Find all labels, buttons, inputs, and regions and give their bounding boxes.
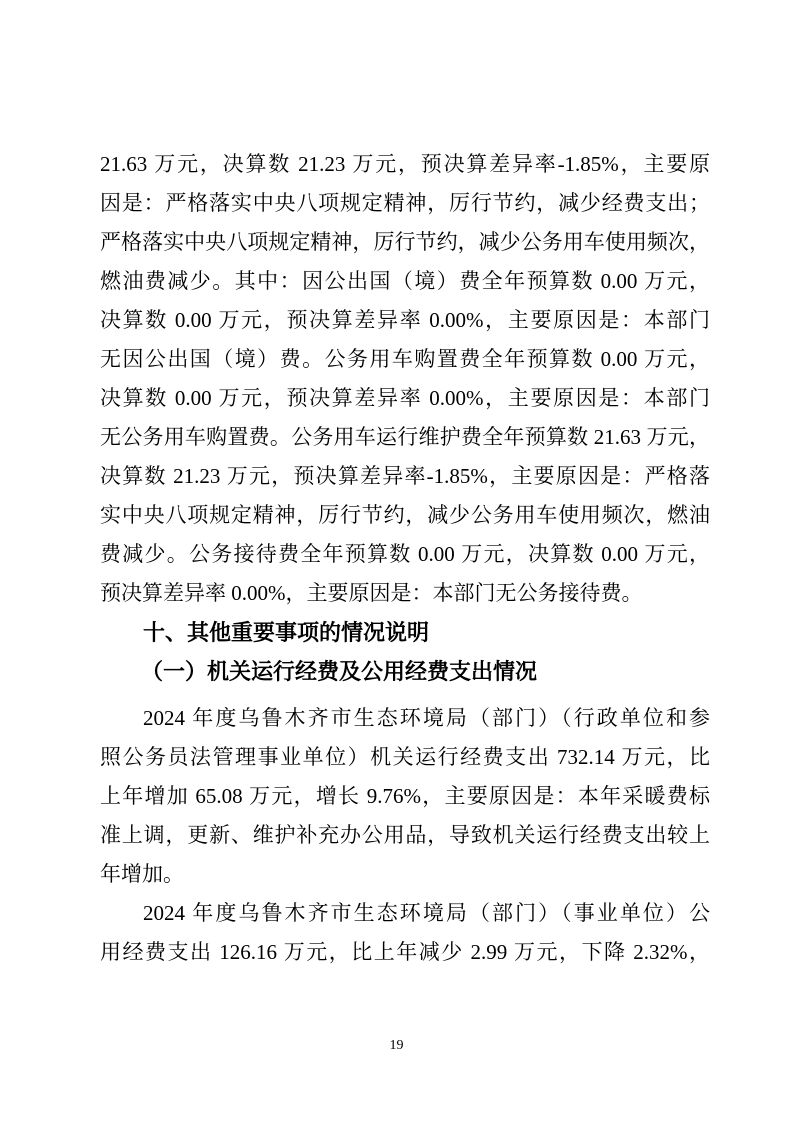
body-text-line: 实中央八项规定精神，厉行节约，减少公务用车使用频次，燃油 <box>100 503 710 527</box>
body-text-line: 用经费支出 126.16 万元，比上年减少 2.99 万元，下降 2.32%， <box>100 940 710 964</box>
body-text-line: 费减少。公务接待费全年预算数 0.00 万元，决算数 0.00 万元， <box>100 542 710 566</box>
body-text-line: 燃油费减少。其中：因公出国（境）费全年预算数 0.00 万元， <box>100 269 710 293</box>
body-text-line: 因是：严格落实中央八项规定精神，厉行节约，减少经费支出； <box>100 191 710 215</box>
page-number: 19 <box>389 1038 404 1053</box>
body-text-line: 决算数 0.00 万元，预决算差异率 0.00%，主要原因是：本部门 <box>100 308 710 332</box>
body-text-line: 严格落实中央八项规定精神，厉行节约，减少公务用车使用频次， <box>100 230 710 254</box>
body-text-line: 照公务员法管理事业单位）机关运行经费支出 732.14 万元，比 <box>100 745 710 769</box>
body-text-line: 2024 年度乌鲁木齐市生态环境局（部门）（行政单位和参 <box>143 706 710 730</box>
body-text-line: 预决算差异率 0.00%，主要原因是：本部门无公务接待费。 <box>100 581 643 605</box>
body-text-line: 年增加。 <box>100 862 184 886</box>
page-body-text <box>100 145 710 972</box>
body-text-line: 无因公出国（境）费。公务用车购置费全年预算数 0.00 万元， <box>100 347 710 371</box>
body-text-line: 决算数 0.00 万元，预决算差异率 0.00%，主要原因是：本部门 <box>100 386 710 410</box>
body-text-line: 准上调，更新、维护补充办公用品，导致机关运行经费支出较上 <box>100 823 710 847</box>
section-heading-other-important-items: 十、其他重要事项的情况说明 <box>143 620 430 645</box>
body-text-line: 无公务用车购置费。公务用车运行维护费全年预算数 21.63 万元， <box>100 425 710 449</box>
subsection-heading-operating-expenses: （一）机关运行经费及公用经费支出情况 <box>141 659 538 684</box>
body-text-line: 上年增加 65.08 万元，增长 9.76%，主要原因是：本年采暖费标 <box>100 784 710 808</box>
body-text-line: 2024 年度乌鲁木齐市生态环境局（部门）（事业单位）公 <box>143 901 710 925</box>
body-text-line: 21.63 万元，决算数 21.23 万元，预决算差异率-1.85%，主要原 <box>100 152 710 176</box>
body-text-line: 决算数 21.23 万元，预决算差异率-1.85%，主要原因是：严格落 <box>100 464 710 488</box>
